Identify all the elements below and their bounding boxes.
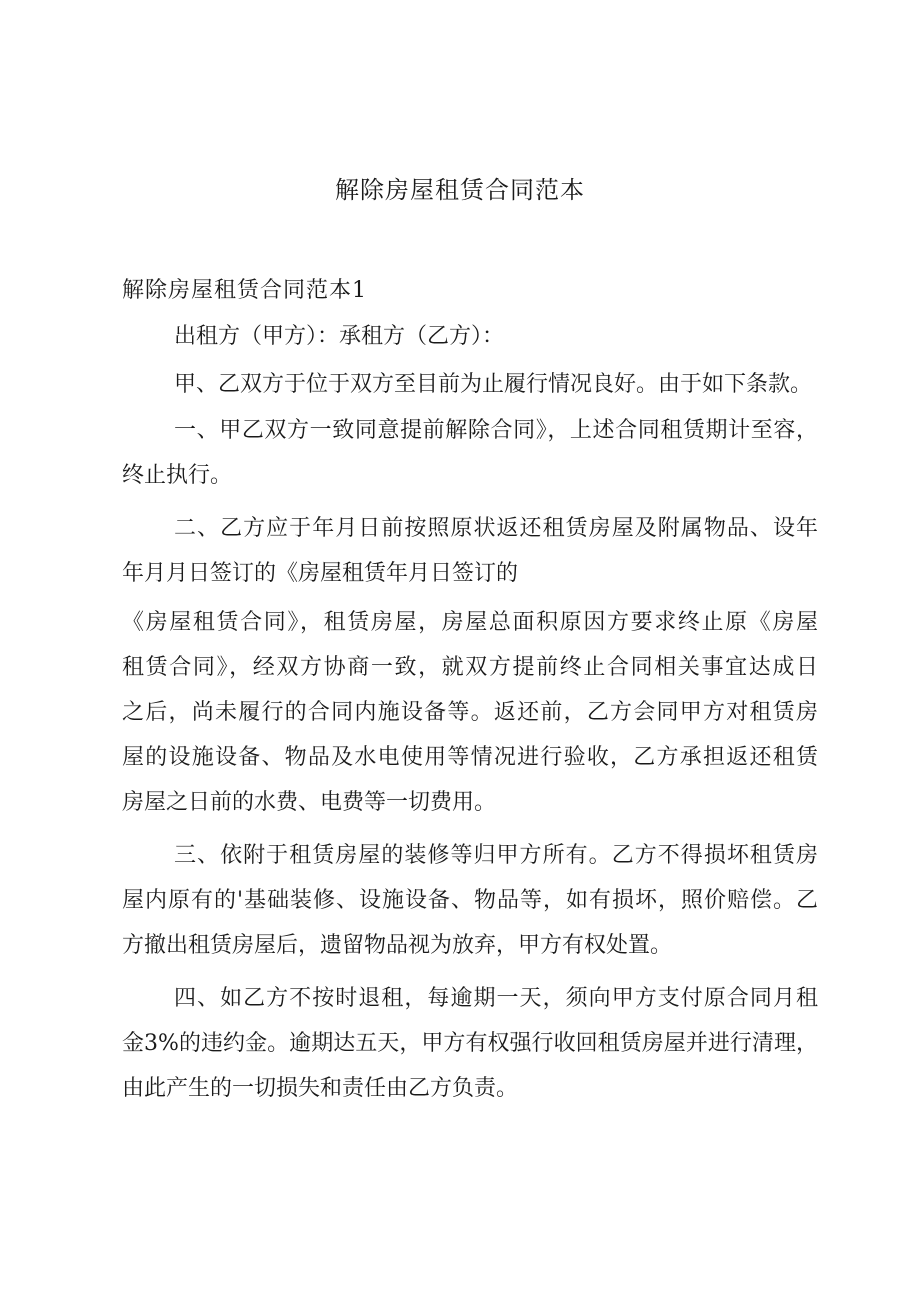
document-body <box>122 268 818 1111</box>
clause-2-line: 房屋之日前的水费、电费等一切费用。 <box>122 790 497 815</box>
clause-4-line: 由此产生的一切损失和责任由乙方负责。 <box>122 1076 519 1101</box>
document-title: 解除房屋租赁合同范本 <box>335 176 585 204</box>
clause-2-line: 之后，尚未履行的合同内施设备等。返还前，乙方会同甲方对租赁房 <box>122 700 818 725</box>
clause-2-line: 二、乙方应于年月日前按照原状返还租赁房屋及附属物品、设年 <box>174 516 818 541</box>
paragraph-parties: 出租方（甲方）：承租方（乙方）： <box>174 324 505 349</box>
clause-4-line: 金3%的违约金。逾期达五天，甲方有权强行收回租赁房屋并进行清理， <box>122 1031 818 1056</box>
clause-1-line: 终止执行。 <box>122 463 233 488</box>
paragraph-intro: 甲、乙双方于位于双方至目前为止履行情况良好。由于如下条款。 <box>174 372 813 397</box>
clause-2-line: 租赁合同》，经双方协商一致，就双方提前终止合同相关事宜达成日 <box>122 655 818 680</box>
clause-3-line: 方撤出租赁房屋后，遗留物品视为放弃，甲方有权处置。 <box>122 933 673 958</box>
clause-2-line: 屋的设施设备、物品及水电使用等情况进行验收，乙方承担返还租赁 <box>122 745 818 770</box>
section-heading: 解除房屋租赁合同范本1 <box>122 278 367 303</box>
clause-3-line: 三、依附于租赁房屋的装修等归甲方所有。乙方不得损坏租赁房 <box>174 843 818 868</box>
clause-2-line: 年月月日签订的《房屋租赁年月日签订的 <box>122 561 519 586</box>
clause-1-line: 一、甲乙双方一致同意提前解除合同》，上述合同租赁期计至容， <box>174 418 818 443</box>
clause-4-line: 四、如乙方不按时退租，每逾期一天，须向甲方支付原合同月租 <box>174 986 818 1011</box>
clause-2-line: 《房屋租赁合同》，租赁房屋，房屋总面积原因方要求终止原《房屋 <box>122 610 818 635</box>
clause-3-line: 屋内原有的'基础装修、设施设备、物品等，如有损坏，照价赔偿。乙 <box>122 888 818 913</box>
